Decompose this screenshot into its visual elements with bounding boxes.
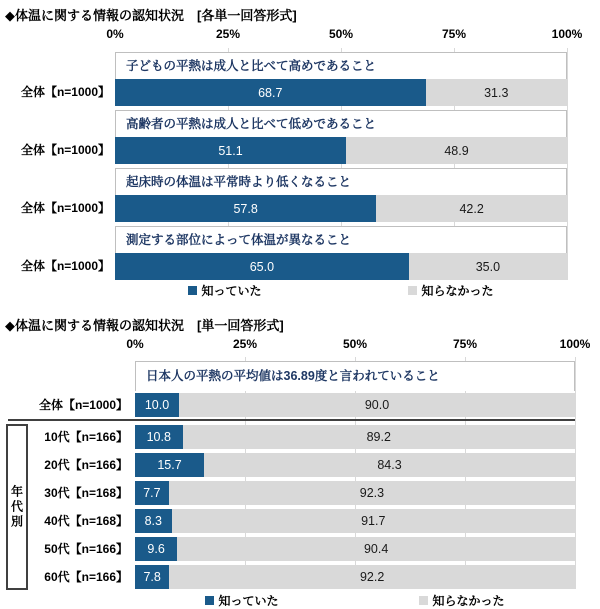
row-label: 全体【n=1000】 [20,201,110,215]
bar-segment-knew: 15.7 [135,453,204,477]
total-separator-line [8,419,575,421]
stacked-bar-row [135,537,575,561]
chart-2-legend-swatch-icon [205,596,214,605]
age-group-bracket [6,424,28,590]
row-label: 30代【n=168】 [44,486,128,500]
chart-1-axis-tick: 25% [215,27,241,41]
row-label: 全体【n=1000】 [20,259,110,273]
chart-2-title: ◆体温に関する情報の認知状況 [単一回答形式] [5,318,284,333]
stacked-bar-row [135,453,575,477]
bar-segment-knew: 10.8 [135,425,183,449]
bar-segment-unknown: 31.3 [426,79,567,106]
bar-segment-knew: 57.8 [115,195,376,222]
question-header: 起床時の体温は平常時より低くなること [115,168,567,195]
bar-segment-knew: 7.7 [135,481,169,505]
row-label: 全体【n=1000】 [20,143,110,157]
chart-2-legend-label: 知らなかった [432,593,505,608]
question-header: 子どもの平熱は成人と比べて高めであること [115,52,567,79]
row-label: 50代【n=166】 [44,542,128,556]
bar-segment-unknown: 92.3 [169,481,575,505]
row-label: 60代【n=166】 [44,570,128,584]
chart-2-axis-tick: 25% [232,337,258,351]
bar-segment-unknown: 48.9 [346,137,567,164]
bar-segment-knew: 8.3 [135,509,172,533]
chart-1-axis-tick: 50% [328,27,354,41]
bar-segment-knew: 10.0 [135,393,179,417]
bar-segment-unknown: 89.2 [183,425,575,449]
bar-segment-unknown: 35.0 [409,253,567,280]
chart-1-axis-tick: 75% [441,27,467,41]
bar-segment-unknown: 84.3 [204,453,575,477]
row-label: 40代【n=168】 [44,514,128,528]
chart-2-legend-item [419,592,504,609]
chart-2-axis-tick: 100% [559,337,591,351]
question-header: 測定する部位によって体温が異なること [115,226,567,253]
chart-1-title: ◆体温に関する情報の認知状況 [各単一回答形式] [5,8,297,23]
bar-segment-knew: 7.8 [135,565,169,589]
chart-2-legend [135,593,575,607]
stacked-bar-row [135,565,575,589]
chart-2-legend-swatch-icon [419,596,428,605]
bar-segment-unknown: 90.0 [179,393,575,417]
chart-1-axis-tick: 0% [106,27,124,41]
bar-segment-unknown: 91.7 [172,509,575,533]
bar-segment-knew: 9.6 [135,537,177,561]
stacked-bar-row [135,425,575,449]
bar-segment-knew: 51.1 [115,137,346,164]
chart-2-axis-tick: 50% [342,337,368,351]
bar-segment-knew: 68.7 [115,79,426,106]
chart-1-legend-label: 知らなかった [421,283,494,298]
chart-2-question-header: 日本人の平熱の平均値は36.89度と言われていること [135,361,575,391]
chart-2-axis-tick: 0% [126,337,144,351]
stacked-bar-row [135,509,575,533]
row-label: 全体【n=1000】 [38,398,128,412]
chart-1-axis-tick: 100% [551,27,583,41]
row-label: 20代【n=166】 [44,458,128,472]
stacked-bar-row [135,393,575,417]
row-label: 全体【n=1000】 [20,85,110,99]
chart-2-legend-item [205,592,278,609]
chart-1-legend-label: 知っていた [201,283,262,298]
question-header: 高齢者の平熱は成人と比べて低めであること [115,110,567,137]
age-group-label: 年代別 [9,484,24,530]
bar-segment-unknown: 90.4 [177,537,575,561]
chart-2-legend-label: 知っていた [218,593,279,608]
stacked-bar-row [135,481,575,505]
bar-segment-knew: 65.0 [115,253,409,280]
chart-2-axis-tick: 75% [452,337,478,351]
bar-segment-unknown: 42.2 [376,195,567,222]
bar-segment-unknown: 92.2 [169,565,575,589]
row-label: 10代【n=166】 [44,430,128,444]
